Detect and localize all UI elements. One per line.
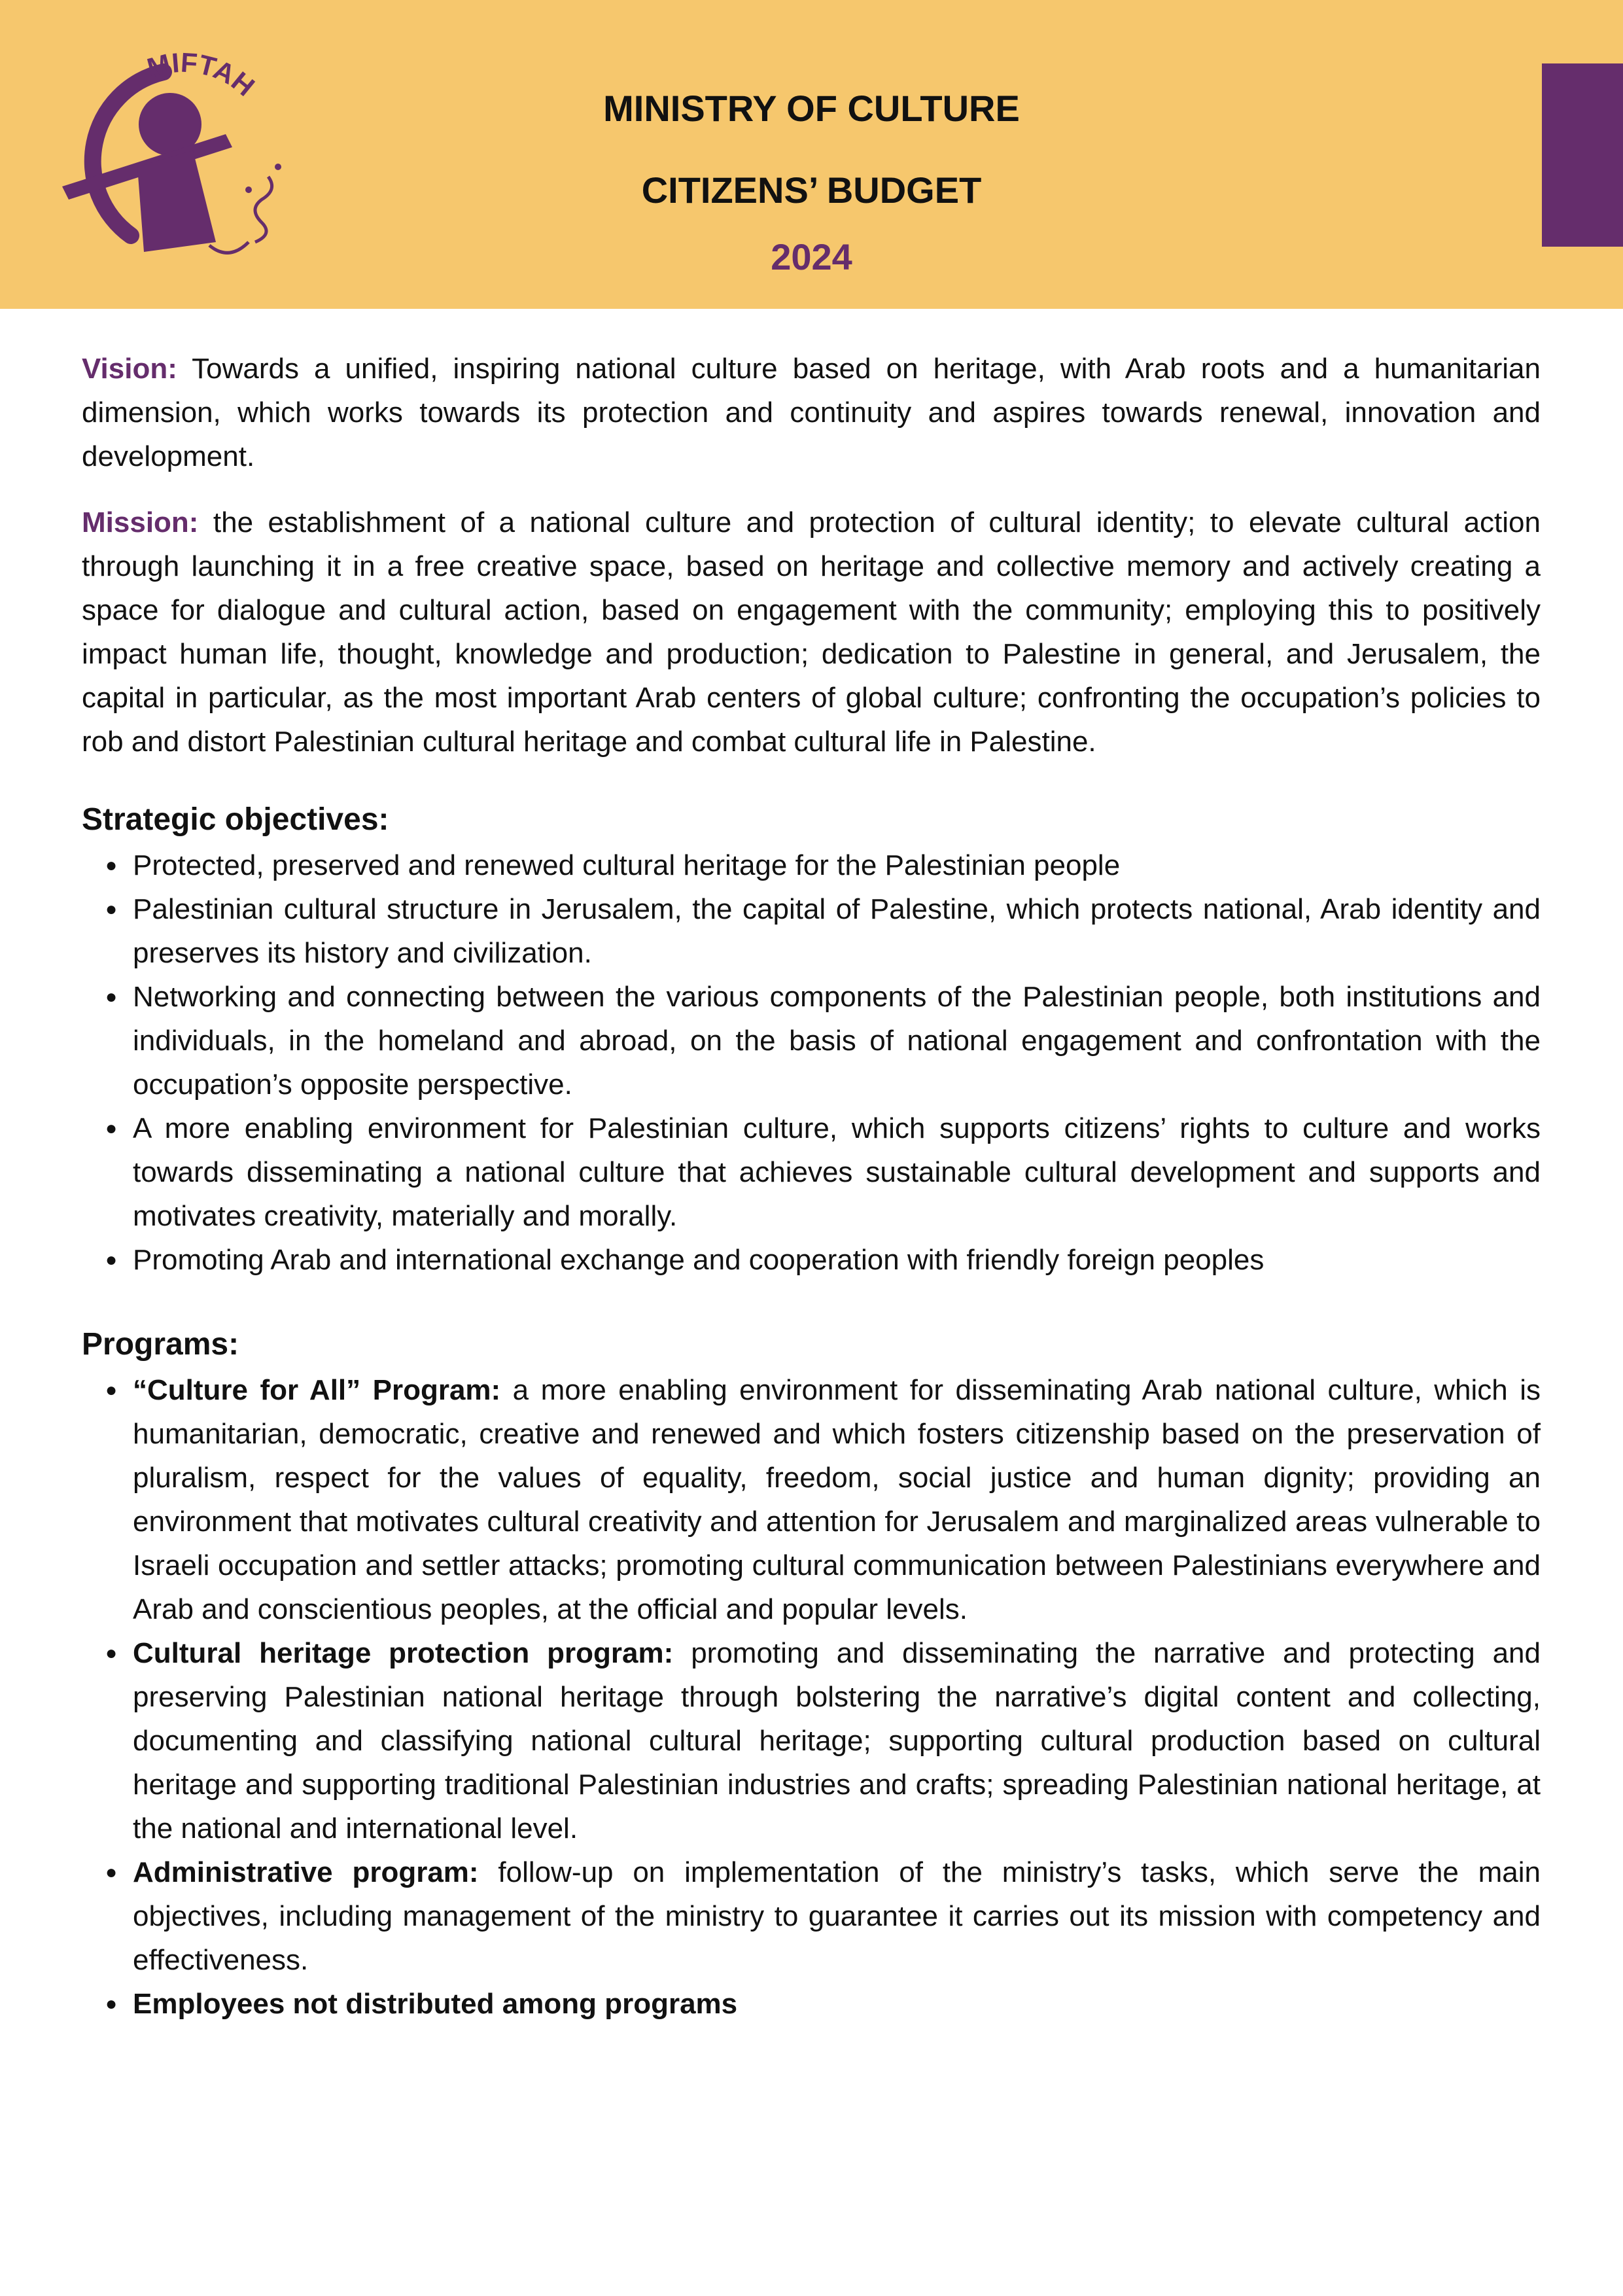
list-item [82,843,1541,887]
program-name: “Culture for All” Program: [133,1374,501,1406]
list-item [82,887,1541,975]
vision-text: Towards a unified, inspiring national culture based on heritage, with Arab roots and a humanitarian dimension, which works towards its protection and continuity and aspires towards renewal, innovation and development. [82,353,1541,472]
list-item [82,1106,1541,1238]
bullet-icon: ● [105,1379,118,1401]
mission-label: Mission: [82,506,199,539]
page-title: MINISTRY OF CULTURE [603,88,1020,129]
objectives-list [82,843,1541,1282]
list-item [82,975,1541,1106]
program-name: Employees not distributed among programs [133,1988,738,2020]
programs-heading: Programs: [82,1327,239,1362]
document-body [82,347,1541,2026]
program-name: Administrative program: [133,1856,479,1888]
bullet-icon: ● [105,1249,118,1271]
bullet-icon: ● [105,855,118,876]
program-description: promoting and disseminating the narrative and protecting and preserving Palestinian national heritage through bolstering the narrative’s digital content and collecting, documenting and classifying national cultural heritage; supporting cultural production based on cultural heritage and supporting traditional Palestinian industries and crafts; spreading Palestinian national heritage, at the national and international level. [133,1637,1541,1845]
vision-paragraph [82,347,1541,478]
bullet-icon: ● [105,1642,118,1664]
objective-text: Networking and connecting between the various components of the Palestinian people, both institutions and individuals, in the homeland and abroad, on the basis of national engagement and confrontation with the occupation’s opposite perspective. [133,981,1541,1101]
bullet-icon: ● [105,986,118,1008]
objective-text: Protected, preserved and renewed cultural heritage for the Palestinian people [133,849,1121,881]
program-name: Cultural heritage protection program: [133,1637,674,1669]
list-item [82,1982,1541,2026]
mission-text: the establishment of a national culture and protection of cultural identity; to elevate cultural action through launching it in a free creative space, based on heritage and collective memory and actively creating a space for dialogue and cultural action, based on engagement with the community; employing this to positively impact human life, thought, knowledge and production; dedication to Palestine in general, and Jerusalem, the capital in particular, as the most important Arab centers of global culture; confronting the occupation’s policies to rob and distort Palestinian cultural heritage and combat cultural life in Palestine. [82,506,1541,758]
bullet-icon: ● [105,1862,118,1883]
page-subtitle: CITIZENS’ BUDGET [641,169,982,211]
programs-list [82,1368,1541,2026]
list-item [82,1238,1541,1282]
bullet-icon: ● [105,898,118,920]
header-band [0,0,1623,309]
objectives-heading: Strategic objectives: [82,802,389,837]
list-item [82,1368,1541,1631]
logo-text: MIFTAH [143,46,261,102]
program-description: follow-up on implementation of the ministry’s tasks, which serve the main objectives, including management of the ministry to guarantee it carries out its mission with competency and effectiveness. [133,1856,1541,1976]
bullet-icon: ● [105,1993,118,2015]
list-item [82,1850,1541,1982]
objective-text: A more enabling environment for Palestinian culture, which supports citizens’ rights to culture and works towards disseminating a national culture that achieves sustainable cultural development and supports and motivates creativity, materially and morally. [133,1112,1541,1232]
program-description: a more enabling environment for disseminating Arab national culture, which is humanitarian, democratic, creative and renewed and which fosters citizenship based on the preservation of pluralism, respect for the values of equality, freedom, social justice and human dignity; providing an environment that motivates cultural creativity and attention for Jerusalem and marginalized areas vulnerable to Israeli occupation and settler attacks; promoting cultural communication between Palestinians everywhere and Arab and conscientious peoples, at the official and popular levels. [133,1374,1541,1625]
miftah-logo [52,26,288,275]
objective-text: Palestinian cultural structure in Jerusalem, the capital of Palestine, which protects national, Arab identity and preserves its history and civilization. [133,893,1541,969]
objective-text: Promoting Arab and international exchange and cooperation with friendly foreign peoples [133,1244,1265,1276]
mission-paragraph [82,501,1541,764]
vision-label: Vision: [82,353,177,385]
list-item [82,1631,1541,1850]
budget-year: 2024 [771,236,852,277]
bullet-icon: ● [105,1118,118,1139]
